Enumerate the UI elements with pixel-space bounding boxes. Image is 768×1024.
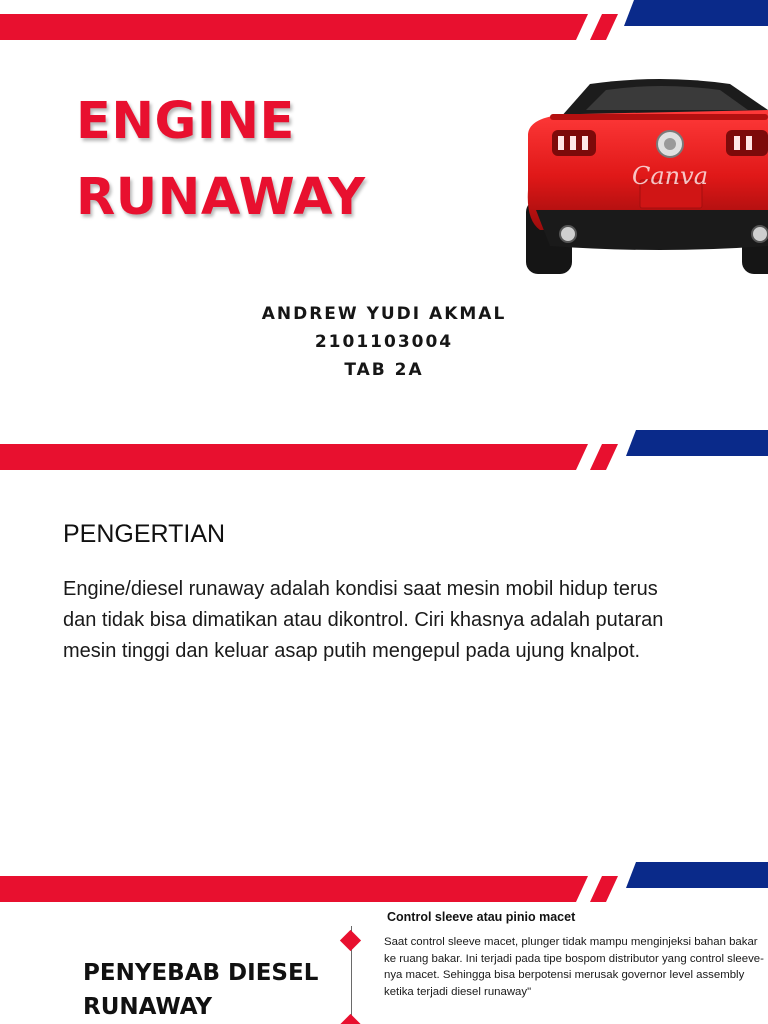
red-stripe-bar [0, 876, 588, 902]
blue-stripe [626, 862, 768, 888]
header-stripe [0, 860, 768, 904]
definition-slide [0, 430, 768, 860]
author-name: ANDREW YUDI AKMAL [261, 304, 507, 324]
red-stripe-accent [590, 14, 618, 40]
title-line-1: ENGINE [76, 92, 295, 151]
causes-heading [83, 956, 318, 1024]
definition-heading: PENGERTIAN [63, 520, 226, 548]
definition-body: Engine/diesel runaway adalah kondisi saat mesin mobil hidup terus dan tidak bisa dimatikan atau dikontrol. Ciri khasnya adalah putaran mesin tinggi dan keluar asap putih mengepul pada ujung knalpot. [63, 578, 664, 662]
cover-title [76, 84, 366, 236]
blue-stripe [626, 430, 768, 456]
taillight-bar [746, 136, 752, 150]
taillight-bar [734, 136, 740, 150]
timeline-diamond-icon [340, 930, 361, 951]
left-exhaust [560, 226, 576, 242]
timeline-diamond-icon [340, 1014, 361, 1024]
spoiler [550, 114, 768, 120]
car-image [520, 70, 768, 280]
red-stripe-bar [0, 14, 588, 40]
right-exhaust [752, 226, 768, 242]
student-id: 2101103004 [314, 332, 454, 352]
author-block [184, 300, 584, 384]
causes-heading-line-1: PENYEBAB DIESEL [83, 960, 319, 986]
red-stripe-bar [0, 444, 588, 470]
cause-item-title: Control sleeve atau pinio macet [387, 910, 576, 924]
title-line-2: RUNAWAY [76, 168, 366, 227]
canva-watermark: Canva [632, 162, 708, 190]
header-stripe [0, 430, 768, 474]
blue-stripe [624, 0, 768, 26]
taillight-bar [558, 136, 564, 150]
emblem-center [664, 138, 676, 150]
class-label: TAB 2A [344, 360, 424, 380]
cause-item-text: Saat control sleeve macet, plunger tidak mampu menginjeksi bahan bakar ke ruang bakar. Ini terjadi pada tipe bospom distributor yang control sleeve-nya macet. Sehingga bisa berpotensi merusak governor level assembly ketika terjadi diesel runaway" [384, 936, 764, 998]
red-stripe-accent [590, 444, 618, 470]
causes-heading-line-2: RUNAWAY [83, 994, 212, 1020]
taillight-bar [570, 136, 576, 150]
cover-slide [0, 0, 768, 430]
header-stripe [0, 0, 768, 44]
causes-slide [0, 860, 768, 1024]
taillight-bar [582, 136, 588, 150]
red-stripe-accent [590, 876, 618, 902]
